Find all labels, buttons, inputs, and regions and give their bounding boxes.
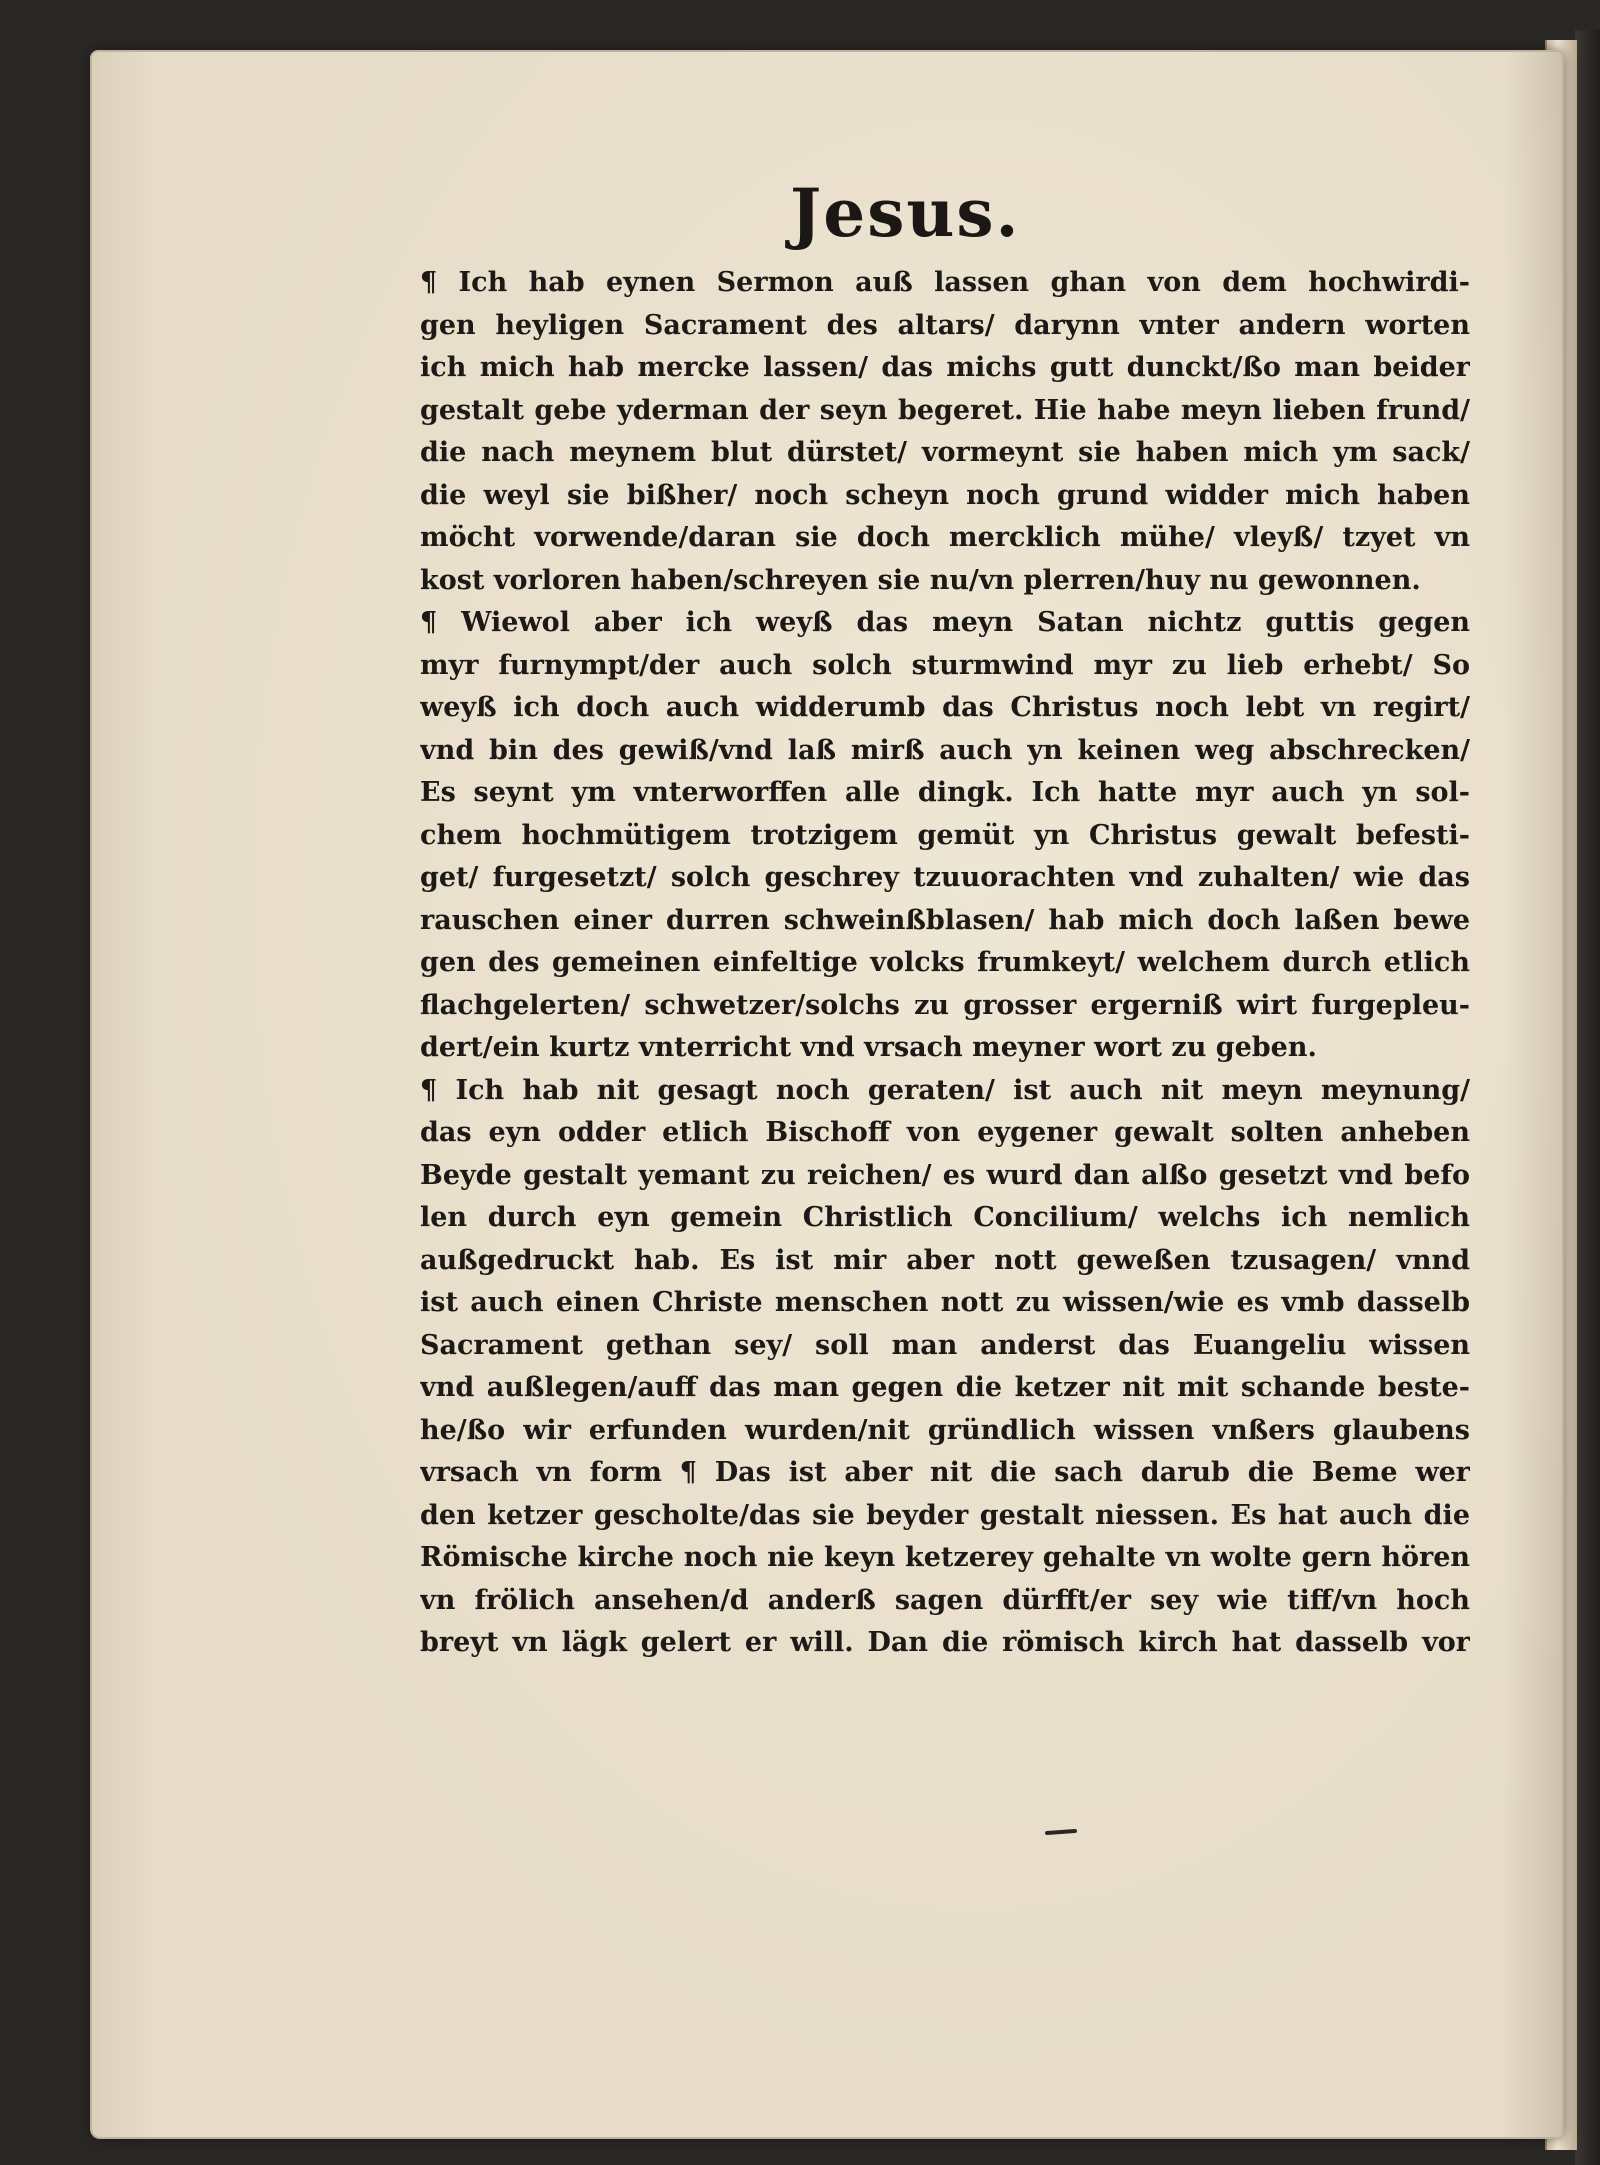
text-line: das eyn odder etlich Bischoff von eygener gewalt solten anheben: [420, 1117, 1470, 1148]
text-line: get/ furgesetzt/ solch geschrey tzuuorachten vnd zuhalten/ wie das: [420, 862, 1470, 893]
text-line: weyß ich doch auch widderumb das Christus noch lebt vn regirt/: [420, 692, 1470, 723]
text-line: vnd außlegen/auff das man gegen die ketzer nit mit schande beste-: [420, 1372, 1470, 1403]
text-line: Beyde gestalt yemant zu reichen/ es wurd dan alßo gesetzt vnd befo: [420, 1159, 1470, 1191]
text-line: den ketzer gescholte/das sie beyder gestalt niessen. Es hat auch die: [420, 1499, 1470, 1531]
text-line: he/ßo wir erfunden wurden/nit gründlich wissen vnßers glaubens: [420, 1414, 1470, 1446]
text-line: ist auch einen Christe menschen nott zu wissen/wie es vmb dasselb: [420, 1287, 1470, 1318]
text-line: die weyl sie bißher/ noch scheyn noch grund widder mich haben: [420, 479, 1470, 511]
text-line: gen heyligen Sacrament des altars/ darynn vnter andern worten: [420, 309, 1470, 341]
text-line: gestalt gebe yderman der seyn begeret. Hie habe meyn lieben frund/: [420, 394, 1470, 426]
text-line: len durch eyn gemein Christlich Concilium/ welchs ich nemlich: [420, 1202, 1470, 1233]
text-line: chem hochmütigem trotzigem gemüt yn Christus gewalt befesti-: [420, 819, 1470, 851]
text-line: vrsach vn form ¶ Das ist aber nit die sach darub die Beme wer: [420, 1457, 1470, 1488]
text-line: flachgelerten/ schwetzer/solchs zu grosser ergerniß wirt furgepleu-: [420, 989, 1470, 1021]
text-line: vn frölich ansehen/d anderß sagen dürfft/er sey wie tiff/vn hoch: [420, 1584, 1470, 1616]
text-line: möcht vorwende/daran sie doch mercklich mühe/ vleyß/ tzyet vn: [420, 522, 1470, 553]
text-line: kost vorloren haben/schreyen sie nu/vn plerren/huy nu gewonnen.: [420, 564, 1421, 596]
text-line: myr furnympt/der auch solch sturmwind myr zu lieb erhebt/ So: [420, 649, 1470, 681]
text-line: Römische kirche noch nie keyn ketzerey gehalte vn wolte gern hören: [420, 1542, 1470, 1573]
text-line: gen des gemeinen einfeltige volcks frumkeyt/ welchem durch etlich: [420, 947, 1470, 978]
text-line: ich mich hab mercke lassen/ das michs gutt dunckt/ßo man beider: [420, 352, 1470, 383]
text-line: vnd bin des gewiß/vnd laß mirß auch yn keinen weg abschrecken/: [420, 734, 1470, 766]
text-line: rauschen einer durren schweinßblasen/ hab mich doch laßen bewe: [420, 904, 1470, 936]
text-line: breyt vn lägk gelert er will. Dan die römisch kirch hat dasselb vor: [420, 1627, 1470, 1658]
text-line: Es seynt ym vnterworffen alle dingk. Ich hatte myr auch yn sol-: [420, 777, 1470, 808]
text-line: außgedruckt hab. Es ist mir aber nott geweßen tzusagen/ vnnd: [420, 1244, 1470, 1276]
page-title: Jesus.: [790, 174, 1021, 252]
body-text: [420, 262, 1470, 1665]
text-line: ¶ Ich hab nit gesagt noch geraten/ ist auch nit meyn meynung/: [420, 1074, 1470, 1106]
book-edge-shadow: [1575, 30, 1600, 2165]
text-line: die nach meynem blut dürstet/ vormeynt sie haben mich ym sack/: [420, 437, 1470, 468]
text-line: ¶ Ich hab eynen Sermon auß lassen ghan von dem hochwirdi-: [420, 267, 1470, 298]
text-line: dert/ein kurtz vnterricht vnd vrsach meyner wort zu geben.: [420, 1032, 1317, 1063]
text-line: Sacrament gethan sey/ soll man anderst das Euangeliu wissen: [420, 1329, 1470, 1361]
text-line: ¶ Wiewol aber ich weyß das meyn Satan nichtz guttis gegen: [420, 607, 1470, 638]
